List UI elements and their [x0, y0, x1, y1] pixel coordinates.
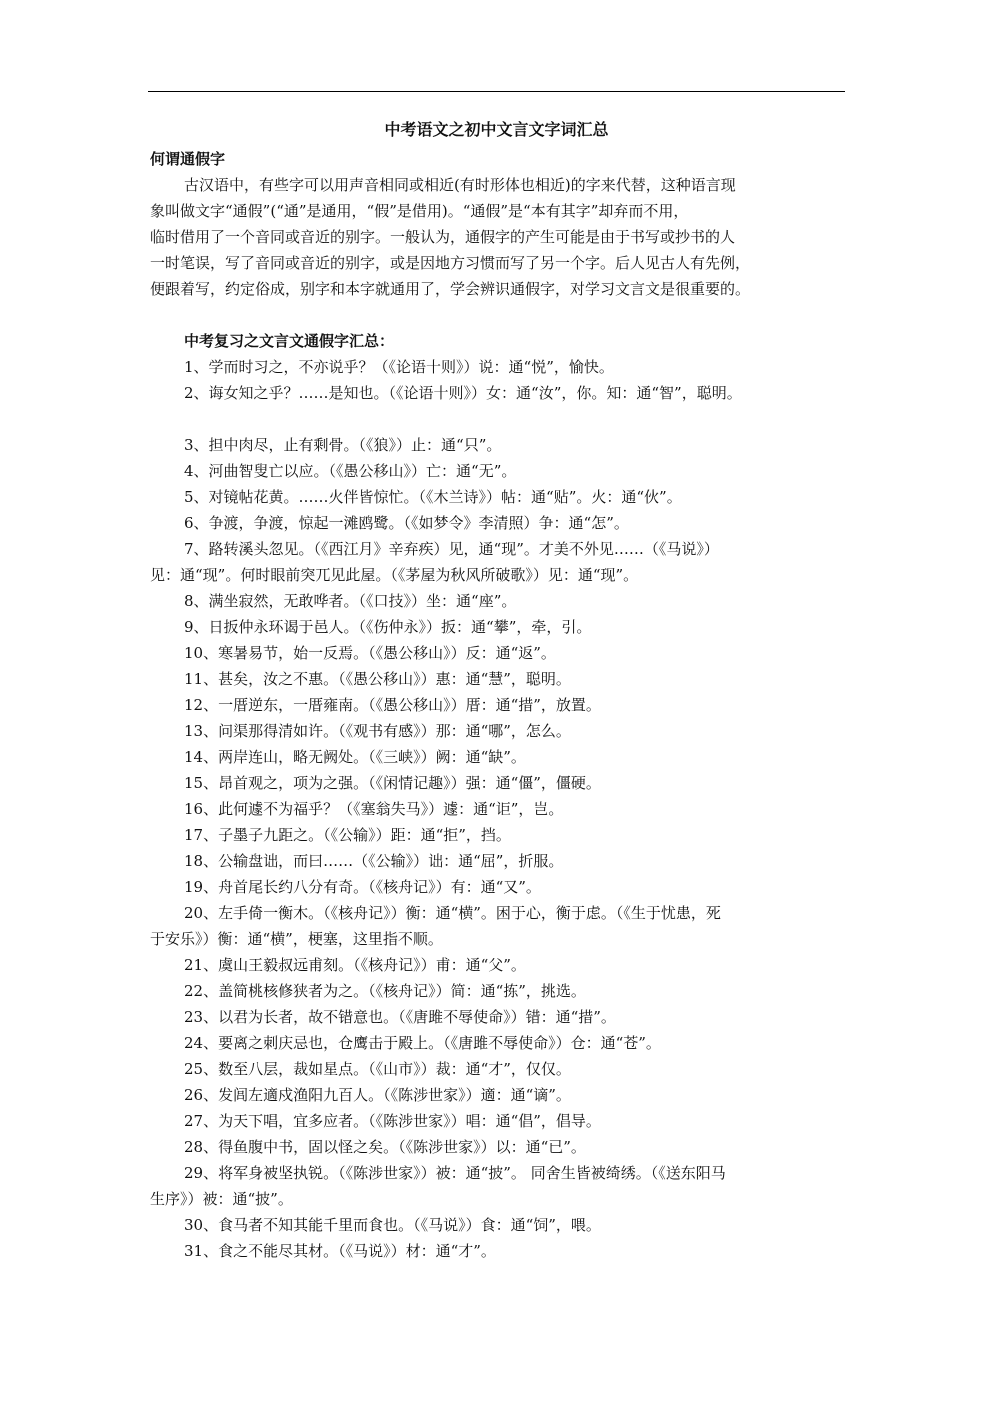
list-item: 10、寒暑易节，始一反焉。（《愚公移山》）反：通“返”。: [184, 644, 556, 662]
list-item: 18、公输盘诎，而曰……（《公输》）诎：通“屈”，折服。: [184, 852, 564, 870]
list-item: 9、日扳仲永环谒于邑人。（《伤仲永》）扳：通“攀”，牵，引。: [184, 618, 592, 636]
list-item: 15、昂首观之，项为之强。（《闲情记趣》）强：通“僵”，僵硬。: [184, 774, 601, 792]
paragraph-line: 象叫做文字“通假”(“通”是通用，“假”是借用)。“通假”是“本有其字”却弃而不用，: [150, 202, 689, 220]
document-title: 中考语文之初中文言文字词汇总: [384, 120, 609, 139]
section-heading-summary: 中考复习之文言文通假字汇总：: [184, 332, 395, 350]
list-item: 11、甚矣，汝之不惠。（《愚公移山》）惠：通“慧”，聪明。: [184, 670, 571, 688]
list-item: 7、路转溪头忽见。（《西江月》辛弃疾）见，通“现”。才美不外见……（《马说》）: [184, 540, 719, 558]
list-item-continuation: 于安乐》）衡：通“横”，梗塞，这里指不顺。: [150, 930, 443, 948]
section-heading-tongjiazi: 何谓通假字: [150, 150, 226, 168]
list-item: 20、左手倚一衡木。（《核舟记》）衡：通“横”。困于心，衡于虑。（《生于忧患，死: [184, 904, 721, 922]
list-item: 17、子墨子九距之。（《公输》）距：通“拒”，挡。: [184, 826, 511, 844]
list-item: 23、以君为长者，故不错意也。（《唐雎不辱使命》）错：通“措”。: [184, 1008, 616, 1026]
list-item-continuation: 见：通“现”。何时眼前突兀见此屋。（《茅屋为秋风所破歌》）见：通“现”。: [150, 566, 639, 584]
list-item: 12、一厝逆东，一厝雍南。（《愚公移山》）厝：通“措”，放置。: [184, 696, 601, 714]
list-item: 8、满坐寂然，无敢哗者。（《口技》）坐：通“座”。: [184, 592, 517, 610]
list-item: 24、要离之刺庆忌也，仓鹰击于殿上。（《唐雎不辱使命》）仓：通“苍”。: [184, 1034, 661, 1052]
list-item: 21、虞山王毅叔远甫刻。（《核舟记》）甫：通“父”。: [184, 956, 526, 974]
list-item: 26、发闾左適戍渔阳九百人。（《陈涉世家》）適：通“谪”。: [184, 1086, 571, 1104]
list-item: 2、诲女知之乎？……是知也。（《论语十则》）女：通“汝”，你。知：通“智”，聪明。: [184, 384, 742, 402]
list-item: 31、食之不能尽其材。（《马说》）材：通“才”。: [184, 1242, 496, 1260]
list-item: 30、食马者不知其能千里而食也。（《马说》）食：通“饲”，喂。: [184, 1216, 601, 1234]
list-item: 27、为天下唱，宜多应者。（《陈涉世家》）唱：通“倡”，倡导。: [184, 1112, 601, 1130]
list-item: 1、学而时习之，不亦说乎？（《论语十则》）说：通“悦”，愉快。: [184, 358, 614, 376]
paragraph-line: 一时笔误，写了音同或音近的别字，或是因地方习惯而写了另一个字。后人见古人有先例，: [150, 254, 751, 272]
document-body: [150, 146, 850, 1264]
blank-line: [150, 302, 850, 328]
list-item: 16、此何遽不为福乎？（《塞翁失马》）遽：通“讵”，岂。: [184, 800, 564, 818]
paragraph-line: 便跟着写，约定俗成，别字和本字就通用了，学会辨识通假字，对学习文言文是很重要的。: [150, 280, 751, 298]
list-item: 19、舟首尾长约八分有奇。（《核舟记》）有：通“又”。: [184, 878, 541, 896]
list-item: 3、担中肉尽，止有剩骨。（《狼》）止：通“只”。: [184, 436, 502, 454]
list-item: 25、数至八层，裁如星点。（《山市》）裁：通“才”，仅仅。: [184, 1060, 571, 1078]
paragraph-line: 临时借用了一个音同或音近的别字。一般认为，通假字的产生可能是由于书写或抄书的人: [150, 228, 736, 246]
blank-line: [150, 406, 850, 432]
list-item: 22、盖简桃核修狭者为之。（《核舟记》）简：通“拣”，挑选。: [184, 982, 586, 1000]
list-item-continuation: 生序》）被：通“披”。: [150, 1190, 293, 1208]
item-list: [150, 354, 850, 1264]
list-item: 28、得鱼腹中书，固以怪之矣。（《陈涉世家》）以：通“已”。: [184, 1138, 586, 1156]
list-item: 29、将军身被坚执锐。（《陈涉世家》）被：通“披”。 同舍生皆被绮绣。（《送东阳马: [184, 1164, 726, 1182]
list-item: 5、对镜帖花黄。……火伴皆惊忙。（《木兰诗》）帖：通“贴”。火：通“伙”。: [184, 488, 682, 506]
paragraph-line: 古汉语中，有些字可以用声音相同或相近(有时形体也相近)的字来代替，这种语言现: [184, 176, 736, 194]
list-item: 13、问渠那得清如许。（《观书有感》）那：通“哪”，怎么。: [184, 722, 571, 740]
header-rule: [148, 91, 845, 92]
list-item: 6、争渡，争渡，惊起一滩鸥鹭。（《如梦令》李清照）争：通“怎”。: [184, 514, 629, 532]
list-item: 14、两岸连山，略无阙处。（《三峡》）阙：通“缺”。: [184, 748, 526, 766]
list-item: 4、河曲智叟亡以应。（《愚公移山》）亡：通“无”。: [184, 462, 517, 480]
